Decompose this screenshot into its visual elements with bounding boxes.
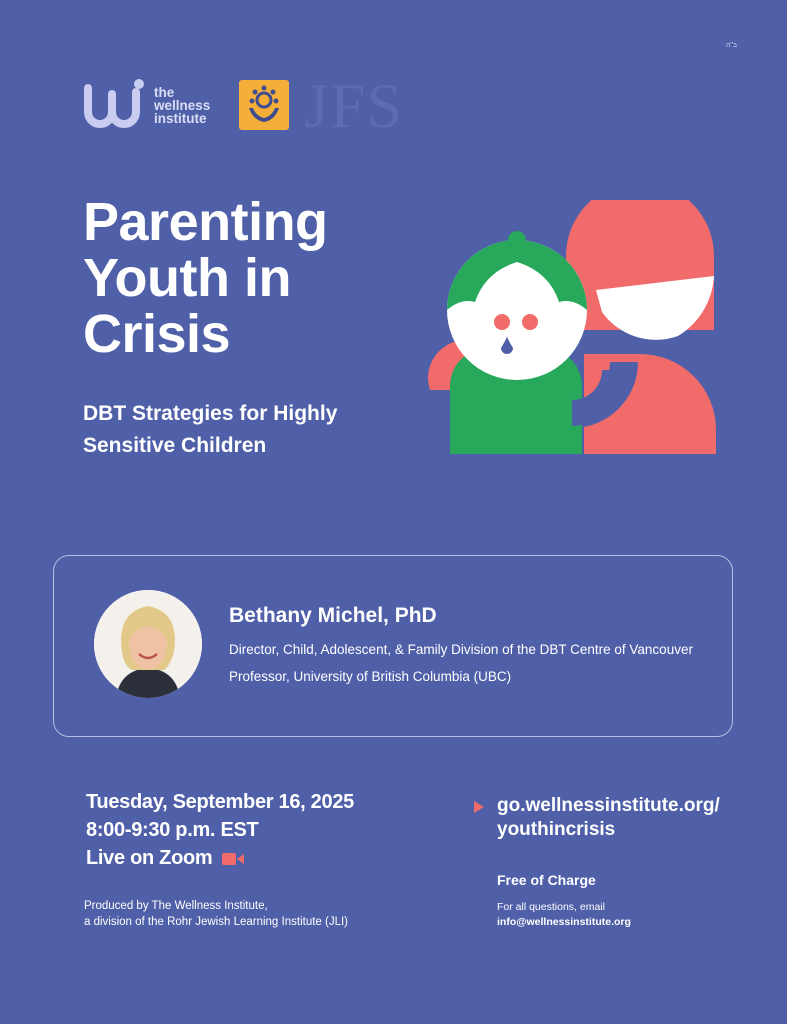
page-title — [83, 194, 328, 362]
speaker-role-director: Director, Child, Adolescent, & Family Division of the DBT Centre of Vancouver — [229, 642, 693, 657]
title-line-1: Parenting — [83, 192, 328, 252]
play-arrow-icon — [474, 801, 484, 813]
jfs-wordmark: JFS — [304, 70, 404, 141]
registration-link[interactable]: go.wellnessinstitute.org/ youthincrisis — [497, 795, 720, 840]
price-label: Free of Charge — [497, 872, 596, 888]
speaker-name: Bethany Michel, PhD — [229, 604, 437, 627]
wellness-institute-wordmark: the wellness institute — [154, 85, 211, 126]
jfs-logo-icon — [239, 80, 289, 130]
wellness-institute-logo-icon — [84, 78, 146, 130]
bsd-mark: ב"ה — [726, 42, 738, 49]
event-details — [86, 788, 354, 872]
parent-child-illustration — [426, 200, 718, 456]
title-line-3: Crisis — [83, 304, 231, 364]
contact-email[interactable]: info@wellnessinstitute.org — [497, 916, 631, 928]
speaker-avatar — [94, 590, 202, 698]
event-time: 8:00-9:30 p.m. EST — [86, 819, 259, 841]
producer-credit: Produced by The Wellness Institute, a division of the Rohr Jewish Learning Institute (JLI) — [84, 900, 348, 928]
title-line-2: Youth in — [83, 248, 291, 308]
page-subtitle: DBT Strategies for Highly Sensitive Children — [83, 402, 338, 457]
speaker-role-professor: Professor, University of British Columbia (UBC) — [229, 669, 512, 684]
event-location: Live on Zoom — [86, 844, 354, 872]
video-camera-icon — [222, 852, 244, 866]
contact-info: For all questions, email info@wellnessinstitute.org — [497, 901, 631, 928]
event-date: Tuesday, September 16, 2025 — [86, 791, 354, 813]
